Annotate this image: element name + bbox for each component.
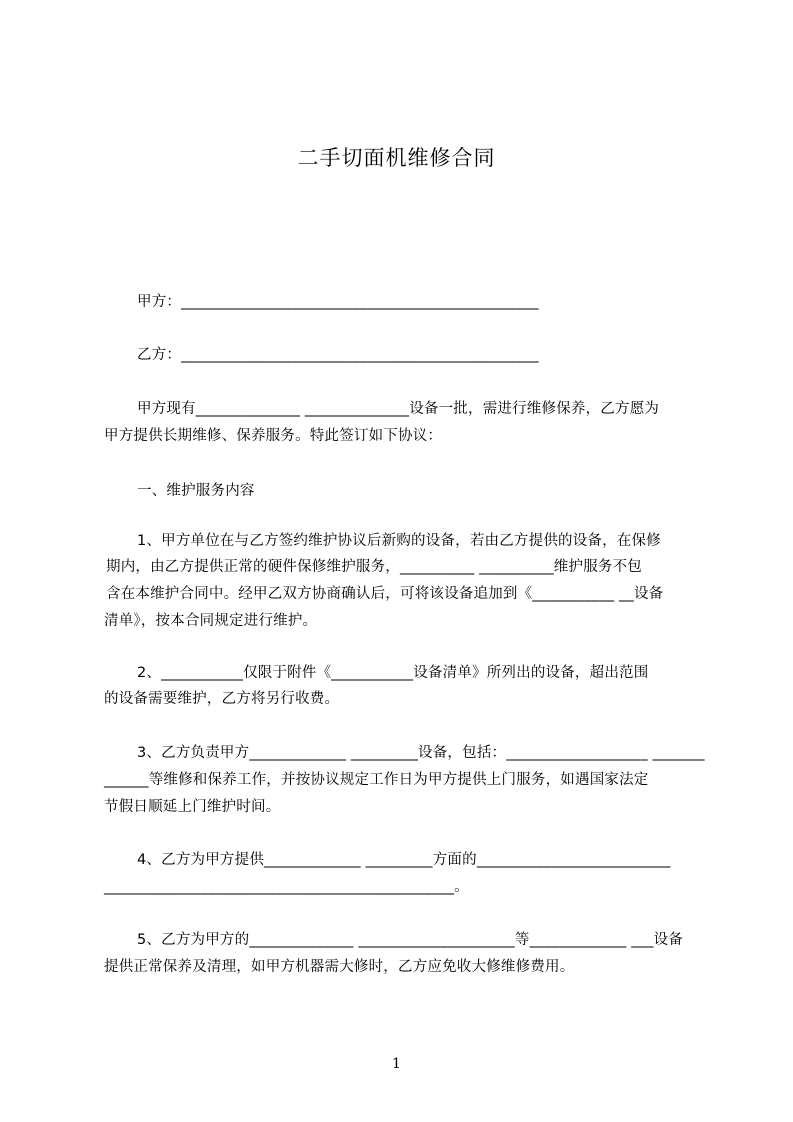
paragraph-line: 甲方现有______________ ______________设备一批，需进行维修保养，乙方愿为 bbox=[137, 401, 660, 417]
party-b-line: 乙方：________________________________________________ bbox=[137, 347, 539, 363]
party-a-line: 甲方：________________________________________________ bbox=[137, 294, 539, 310]
paragraph-line: 含在本维护合同中。经甲乙双方协商确认后，可将该设备追加到《___________ __设备 bbox=[106, 586, 664, 602]
paragraph-line: 5、乙方为甲方的______________ _____________________等_____________ ___设备 bbox=[137, 932, 683, 948]
paragraph-line: 的设备需要维护，乙方将另行收费。 bbox=[104, 691, 340, 707]
paragraph-line: 期内，由乙方提供正常的硬件保修维护服务，__________ __________维护服务不包 bbox=[106, 559, 643, 575]
paragraph-line: 1、甲方单位在与乙方签约维护协议后新购的设备，若由乙方提供的设备，在保修 bbox=[137, 533, 661, 549]
section-heading: 一、维护服务内容 bbox=[137, 483, 255, 499]
paragraph-line: 3、乙方负责甲方_____________ _________设备，包括：___________________ _______ bbox=[137, 745, 705, 761]
paragraph-line: 清单》，按本合同规定进行维护。 bbox=[104, 613, 318, 629]
page-number: 1 bbox=[392, 1056, 401, 1072]
document-title: 二手切面机维修合同 bbox=[297, 146, 496, 170]
paragraph-line: ______等维修和保养工作，并按协议规定工作日为甲方提供上门服务，如遇国家法定 bbox=[104, 772, 649, 788]
paragraph-line: 提供正常保养及清理，如甲方机器需大修时，乙方应免收大修维修费用。 bbox=[104, 959, 575, 975]
paragraph-line: 2、___________仅限于附件《___________设备清单》所列出的设备，超出范围 bbox=[137, 665, 649, 681]
paragraph-line: _______________________________________________。 bbox=[104, 879, 469, 895]
paragraph-line: 4、乙方为甲方提供_____________ _________方面的__________________________ bbox=[137, 852, 671, 868]
paragraph-line: 甲方提供长期维修、保养服务。特此签订如下协议： bbox=[104, 428, 443, 444]
paragraph-line: 节假日顺延上门维护时间。 bbox=[104, 799, 281, 815]
